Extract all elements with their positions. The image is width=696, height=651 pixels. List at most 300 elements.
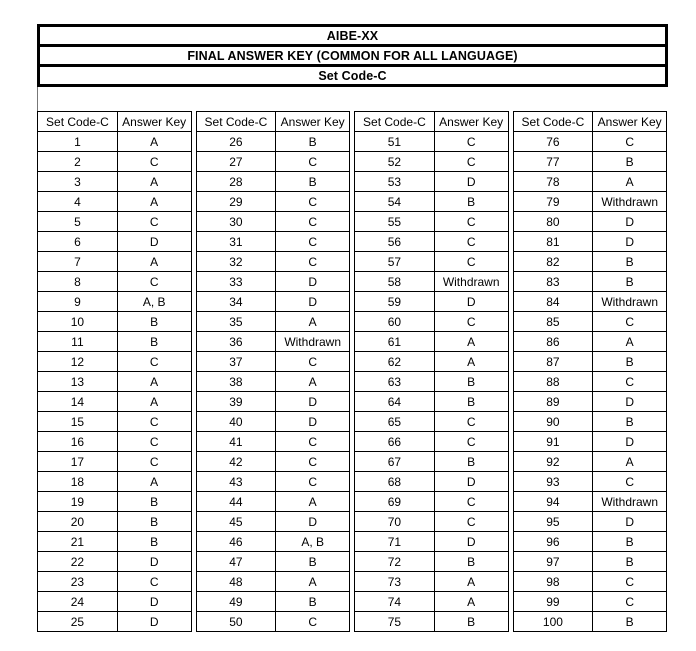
question-number-cell: 76 (513, 132, 593, 152)
answer-row (196, 512, 350, 532)
answer-key-cell: B (434, 452, 508, 472)
answer-row (355, 432, 509, 452)
answer-row (38, 252, 192, 272)
answer-row (355, 552, 509, 572)
column-header-row (513, 112, 667, 132)
answer-key-cell: D (434, 292, 508, 312)
question-number-cell: 15 (38, 412, 118, 432)
answer-row (513, 152, 667, 172)
answer-row (513, 472, 667, 492)
answer-key-cell: A (117, 472, 191, 492)
answer-row (196, 232, 350, 252)
answer-key-cell: B (593, 252, 667, 272)
answer-row (355, 312, 509, 332)
answer-key-cell: D (276, 392, 350, 412)
answer-row (513, 492, 667, 512)
question-number-cell: 95 (513, 512, 593, 532)
answer-key-cell: D (593, 432, 667, 452)
question-number-cell: 53 (355, 172, 435, 192)
col-header-answer-key: Answer Key (593, 112, 667, 132)
left-edge-divider (37, 87, 38, 111)
question-number-cell: 9 (38, 292, 118, 312)
answer-row (513, 452, 667, 472)
column-header-row (196, 112, 350, 132)
question-number-cell: 70 (355, 512, 435, 532)
question-number-cell: 45 (196, 512, 276, 532)
answer-key-cell: B (593, 612, 667, 632)
answer-key-cell: D (593, 392, 667, 412)
question-number-cell: 49 (196, 592, 276, 612)
question-number-cell: 91 (513, 432, 593, 452)
answer-row (38, 292, 192, 312)
answer-key-cell: C (276, 212, 350, 232)
answer-row (355, 332, 509, 352)
question-number-cell: 58 (355, 272, 435, 292)
answer-row (513, 272, 667, 292)
answer-row (355, 272, 509, 292)
answer-row (196, 272, 350, 292)
question-number-cell: 36 (196, 332, 276, 352)
answer-row (38, 572, 192, 592)
col-header-set-code: Set Code-C (38, 112, 118, 132)
answer-row (513, 132, 667, 152)
question-number-cell: 20 (38, 512, 118, 532)
answer-key-cell: A (276, 312, 350, 332)
answer-row (355, 392, 509, 412)
answer-key-cell: C (276, 352, 350, 372)
answer-key-cell: A (434, 592, 508, 612)
answer-row (196, 252, 350, 272)
answer-row (355, 132, 509, 152)
answer-row (355, 232, 509, 252)
answer-row (196, 412, 350, 432)
answer-key-cell: C (117, 272, 191, 292)
answer-key-cell: C (276, 252, 350, 272)
answer-row (355, 352, 509, 372)
answer-row (196, 452, 350, 472)
question-number-cell: 47 (196, 552, 276, 572)
answer-row (196, 592, 350, 612)
answer-row (38, 552, 192, 572)
question-number-cell: 14 (38, 392, 118, 412)
question-number-cell: 31 (196, 232, 276, 252)
answer-key-cell: C (117, 572, 191, 592)
answer-row (513, 412, 667, 432)
answer-key-cell: C (276, 432, 350, 452)
question-number-cell: 61 (355, 332, 435, 352)
question-number-cell: 87 (513, 352, 593, 372)
answer-row (38, 392, 192, 412)
question-number-cell: 40 (196, 412, 276, 432)
answer-key-cell: A (117, 372, 191, 392)
question-number-cell: 98 (513, 572, 593, 592)
answer-row (513, 612, 667, 632)
answer-key-cell: B (434, 392, 508, 412)
answer-row (196, 212, 350, 232)
question-number-cell: 42 (196, 452, 276, 472)
question-number-cell: 90 (513, 412, 593, 432)
question-number-cell: 6 (38, 232, 118, 252)
answer-row (38, 512, 192, 532)
answer-key-cell: C (434, 152, 508, 172)
question-number-cell: 82 (513, 252, 593, 272)
answer-row (38, 492, 192, 512)
answer-row (355, 612, 509, 632)
answer-row (196, 132, 350, 152)
answer-key-cell: C (117, 432, 191, 452)
answer-row (513, 332, 667, 352)
answer-key-cell: D (593, 212, 667, 232)
answer-key-cell: B (593, 152, 667, 172)
question-number-cell: 73 (355, 572, 435, 592)
answer-row (196, 372, 350, 392)
answer-key-cell: D (434, 172, 508, 192)
answer-table-q51-75 (354, 111, 509, 632)
answer-key-cell: B (276, 132, 350, 152)
question-number-cell: 67 (355, 452, 435, 472)
answer-key-cell: A (117, 252, 191, 272)
answer-key-cell: C (276, 452, 350, 472)
answer-row (196, 332, 350, 352)
answer-row (196, 292, 350, 312)
answer-key-cell: A (117, 172, 191, 192)
answer-tables-container (37, 111, 667, 632)
col-header-set-code: Set Code-C (513, 112, 593, 132)
question-number-cell: 21 (38, 532, 118, 552)
col-header-answer-key: Answer Key (434, 112, 508, 132)
question-number-cell: 17 (38, 452, 118, 472)
answer-key-cell: B (117, 492, 191, 512)
answer-row (196, 392, 350, 412)
question-number-cell: 26 (196, 132, 276, 152)
question-number-cell: 84 (513, 292, 593, 312)
answer-row (38, 532, 192, 552)
question-number-cell: 56 (355, 232, 435, 252)
answer-key-cell: Withdrawn (593, 292, 667, 312)
question-number-cell: 4 (38, 192, 118, 212)
answer-row (38, 352, 192, 372)
question-number-cell: 69 (355, 492, 435, 512)
question-number-cell: 72 (355, 552, 435, 572)
answer-key-cell: A, B (276, 532, 350, 552)
answer-row (513, 512, 667, 532)
question-number-cell: 3 (38, 172, 118, 192)
answer-key-cell: B (434, 612, 508, 632)
answer-key-cell: D (593, 512, 667, 532)
answer-key-cell: B (276, 552, 350, 572)
answer-key-cell: B (117, 312, 191, 332)
question-number-cell: 92 (513, 452, 593, 472)
answer-key-cell: C (276, 192, 350, 212)
question-number-cell: 75 (355, 612, 435, 632)
question-number-cell: 89 (513, 392, 593, 412)
answer-key-cell: B (593, 272, 667, 292)
answer-row (355, 292, 509, 312)
answer-key-cell: B (117, 512, 191, 532)
answer-key-cell: C (593, 592, 667, 612)
question-number-cell: 18 (38, 472, 118, 492)
question-number-cell: 64 (355, 392, 435, 412)
question-number-cell: 86 (513, 332, 593, 352)
answer-row (38, 472, 192, 492)
answer-key-cell: C (117, 452, 191, 472)
question-number-cell: 81 (513, 232, 593, 252)
answer-row (513, 212, 667, 232)
answer-row (513, 232, 667, 252)
answer-key-cell: B (593, 352, 667, 372)
answer-row (196, 472, 350, 492)
answer-key-cell: A, B (117, 292, 191, 312)
answer-key-cell: A (276, 572, 350, 592)
question-number-cell: 24 (38, 592, 118, 612)
column-header-row (38, 112, 192, 132)
answer-row (355, 412, 509, 432)
answer-key-cell: D (434, 532, 508, 552)
answer-key-cell: B (276, 592, 350, 612)
answer-row (513, 552, 667, 572)
question-number-cell: 44 (196, 492, 276, 512)
answer-row (513, 592, 667, 612)
question-number-cell: 43 (196, 472, 276, 492)
answer-key-cell: C (593, 572, 667, 592)
answer-key-cell: C (434, 512, 508, 532)
column-header-row (355, 112, 509, 132)
answer-key-cell: Withdrawn (593, 492, 667, 512)
answer-key-cell: C (117, 152, 191, 172)
question-number-cell: 55 (355, 212, 435, 232)
answer-key-cell: A (276, 372, 350, 392)
answer-key-cell: C (593, 132, 667, 152)
answer-key-cell: C (117, 352, 191, 372)
answer-key-cell: D (117, 592, 191, 612)
question-number-cell: 8 (38, 272, 118, 292)
exam-title: AIBE-XX (39, 26, 667, 46)
question-number-cell: 7 (38, 252, 118, 272)
question-number-cell: 19 (38, 492, 118, 512)
answer-row (196, 572, 350, 592)
answer-row (513, 172, 667, 192)
answer-row (38, 132, 192, 152)
answer-row (196, 612, 350, 632)
answer-key-cell: D (434, 472, 508, 492)
answer-key-cell: Withdrawn (593, 192, 667, 212)
answer-row (355, 172, 509, 192)
answer-key-cell: A (434, 332, 508, 352)
title-row-set-code (39, 66, 667, 86)
question-number-cell: 39 (196, 392, 276, 412)
question-number-cell: 30 (196, 212, 276, 232)
answer-key-cell: C (434, 432, 508, 452)
answer-key-cell: Withdrawn (434, 272, 508, 292)
answer-key-cell: A (593, 172, 667, 192)
question-number-cell: 83 (513, 272, 593, 292)
answer-table-q1-25 (37, 111, 192, 632)
answer-key-cell: A (434, 572, 508, 592)
answer-row (355, 212, 509, 232)
question-number-cell: 33 (196, 272, 276, 292)
answer-row (355, 572, 509, 592)
answer-row (38, 152, 192, 172)
answer-key-cell: C (434, 132, 508, 152)
answer-row (355, 532, 509, 552)
answer-row (196, 312, 350, 332)
question-number-cell: 62 (355, 352, 435, 372)
answer-row (38, 372, 192, 392)
question-number-cell: 27 (196, 152, 276, 172)
answer-key-cell: C (593, 372, 667, 392)
answer-key-cell: C (434, 412, 508, 432)
question-number-cell: 12 (38, 352, 118, 372)
answer-key-cell: D (276, 512, 350, 532)
answer-row (38, 272, 192, 292)
answer-key-cell: D (117, 612, 191, 632)
question-number-cell: 1 (38, 132, 118, 152)
answer-row (513, 192, 667, 212)
answer-row (355, 452, 509, 472)
answer-row (38, 432, 192, 452)
answer-row (196, 172, 350, 192)
answer-row (38, 192, 192, 212)
answer-table-q76-100 (513, 111, 668, 632)
answer-key-cell: D (117, 552, 191, 572)
answer-row (196, 352, 350, 372)
question-number-cell: 41 (196, 432, 276, 452)
question-number-cell: 77 (513, 152, 593, 172)
question-number-cell: 85 (513, 312, 593, 332)
answer-row (196, 552, 350, 572)
question-number-cell: 46 (196, 532, 276, 552)
question-number-cell: 48 (196, 572, 276, 592)
question-number-cell: 52 (355, 152, 435, 172)
answer-key-cell: B (434, 372, 508, 392)
question-number-cell: 66 (355, 432, 435, 452)
answer-row (355, 192, 509, 212)
question-number-cell: 54 (355, 192, 435, 212)
answer-row (38, 612, 192, 632)
answer-key-cell: B (434, 552, 508, 572)
answer-key-cell: A (593, 452, 667, 472)
answer-row (38, 452, 192, 472)
title-row-exam (39, 26, 667, 46)
answer-key-cell: C (593, 472, 667, 492)
answer-row (355, 492, 509, 512)
question-number-cell: 32 (196, 252, 276, 272)
question-number-cell: 29 (196, 192, 276, 212)
answer-key-cell: D (117, 232, 191, 252)
question-number-cell: 94 (513, 492, 593, 512)
answer-row (38, 412, 192, 432)
answer-key-cell: D (276, 412, 350, 432)
document-title: FINAL ANSWER KEY (COMMON FOR ALL LANGUAGE) (39, 46, 667, 66)
question-number-cell: 23 (38, 572, 118, 592)
question-number-cell: 79 (513, 192, 593, 212)
answer-key-cell: B (117, 532, 191, 552)
answer-row (196, 152, 350, 172)
answer-row (355, 152, 509, 172)
answer-row (196, 192, 350, 212)
answer-key-cell: C (434, 212, 508, 232)
answer-key-cell: D (276, 272, 350, 292)
col-header-answer-key: Answer Key (117, 112, 191, 132)
answer-key-cell: B (593, 412, 667, 432)
question-number-cell: 25 (38, 612, 118, 632)
answer-row (38, 312, 192, 332)
answer-key-cell: C (276, 152, 350, 172)
answer-key-cell: B (593, 552, 667, 572)
answer-row (38, 332, 192, 352)
question-number-cell: 10 (38, 312, 118, 332)
answer-key-cell: B (593, 532, 667, 552)
answer-key-cell: A (593, 332, 667, 352)
col-header-answer-key: Answer Key (276, 112, 350, 132)
answer-key-cell: D (593, 232, 667, 252)
question-number-cell: 100 (513, 612, 593, 632)
question-number-cell: 38 (196, 372, 276, 392)
question-number-cell: 93 (513, 472, 593, 492)
answer-key-cell: C (593, 312, 667, 332)
question-number-cell: 13 (38, 372, 118, 392)
answer-key-cell: Withdrawn (276, 332, 350, 352)
question-number-cell: 37 (196, 352, 276, 372)
col-header-set-code: Set Code-C (196, 112, 276, 132)
answer-key-cell: A (117, 192, 191, 212)
title-row-document (39, 46, 667, 66)
question-number-cell: 63 (355, 372, 435, 392)
answer-row (513, 432, 667, 452)
question-number-cell: 34 (196, 292, 276, 312)
answer-row (38, 212, 192, 232)
question-number-cell: 16 (38, 432, 118, 452)
answer-row (38, 232, 192, 252)
question-number-cell: 11 (38, 332, 118, 352)
answer-row (355, 512, 509, 532)
question-number-cell: 97 (513, 552, 593, 572)
answer-row (513, 372, 667, 392)
answer-key-cell: B (117, 332, 191, 352)
answer-row (513, 392, 667, 412)
title-block (37, 24, 668, 87)
answer-key-cell: D (276, 292, 350, 312)
col-header-set-code: Set Code-C (355, 112, 435, 132)
answer-table-q26-50 (196, 111, 351, 632)
answer-key-cell: C (434, 232, 508, 252)
answer-row (513, 572, 667, 592)
answer-key-cell: C (117, 212, 191, 232)
question-number-cell: 74 (355, 592, 435, 612)
question-number-cell: 60 (355, 312, 435, 332)
question-number-cell: 78 (513, 172, 593, 192)
answer-row (38, 592, 192, 612)
question-number-cell: 5 (38, 212, 118, 232)
answer-row (196, 432, 350, 452)
answer-key-cell: A (117, 392, 191, 412)
answer-row (513, 252, 667, 272)
question-number-cell: 68 (355, 472, 435, 492)
answer-key-cell: A (276, 492, 350, 512)
set-code-label: Set Code-C (39, 66, 667, 86)
answer-key-cell: A (434, 352, 508, 372)
question-number-cell: 50 (196, 612, 276, 632)
question-number-cell: 88 (513, 372, 593, 392)
answer-key-cell: C (434, 252, 508, 272)
answer-row (355, 592, 509, 612)
question-number-cell: 96 (513, 532, 593, 552)
answer-key-cell: A (117, 132, 191, 152)
answer-key-cell: C (276, 612, 350, 632)
answer-row (513, 292, 667, 312)
answer-row (513, 532, 667, 552)
answer-key-cell: C (117, 412, 191, 432)
